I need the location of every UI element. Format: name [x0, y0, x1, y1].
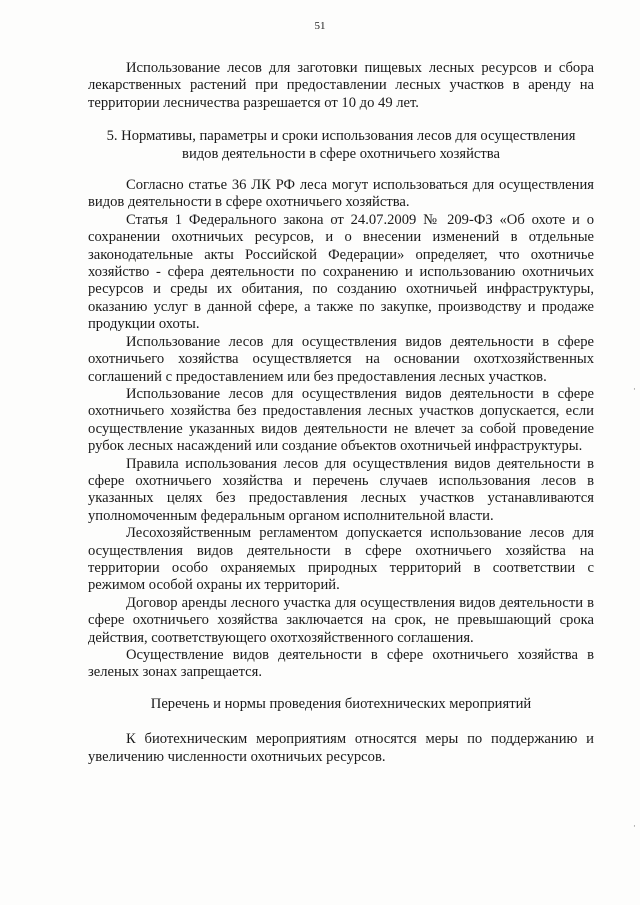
section-5-heading-line-1: 5. Нормативы, параметры и сроки использования лесов для осуществления — [106, 128, 576, 145]
biotech-heading: Перечень и нормы проведения биотехнических мероприятий — [150, 695, 532, 712]
section-5-body — [88, 177, 594, 682]
paragraph: К биотехническим мероприятиям относятся меры по поддержанию и увеличению численности охотничьих ресурсов. — [88, 731, 594, 765]
paragraph: Статья 1 Федерального закона от 24.07.2009 № 209-ФЗ «Об охоте и о сохранении охотничьих ресурсов, и о внесении изменений в отдельные законодательные акты Российской Федерации» определяет, что охотничье хозяйство - сфера деятельности по сохранению и использованию охотничьих ресурсов и среды их обитания, по созданию охотничьей инфраструктуры, оказанию услуг в данной сфере, а также по закупке, производству и продаже продукции охоты. — [88, 211, 594, 333]
paragraph: Осуществление видов деятельности в сфере охотничьего хозяйства в зеленых зонах запрещается. — [88, 647, 594, 681]
section-5-heading — [88, 128, 594, 163]
page-content — [88, 60, 594, 766]
intro-paragraph: Использование лесов для заготовки пищевых лесных ресурсов и сбора лекарственных растений при предоставлении лесных участков в аренду на территории лесничества разрешается от 10 до 49 лет. — [88, 60, 594, 111]
paragraph: Лесохозяйственным регламентом допускается использование лесов для осуществления видов деятельности в сфере охотничьего хозяйства на территории особо охраняемых природных территорий в соответствии с режимом особой охраны их территорий. — [88, 525, 594, 594]
section-5-heading-line-2: видов деятельности в сфере охотничьего хозяйства — [182, 145, 500, 162]
paragraph: Договор аренды лесного участка для осуществления видов деятельности в сфере охотничьего хозяйства заключается на срок, не превышающий срока действия, соответствующего охотхозяйственного соглашения. — [88, 594, 594, 646]
paragraph: Правила использования лесов для осуществления видов деятельности в сфере охотничьего хозяйства и перечень случаев использования лесов в указанных целях без предоставления лесных участков устанавливаются уполномоченным федеральным органом исполнительной власти. — [88, 455, 594, 524]
biotech-body — [88, 731, 594, 766]
scan-mark: · — [633, 385, 636, 395]
paragraph: Использование лесов для осуществления видов деятельности в сфере охотничьего хозяйства без предоставления лесных участков допускается, если осуществление указанных видов деятельности не влечет за собой проведение рубок лесных насаждений или создание объектов охотничьей инфраструктуры. — [88, 385, 594, 455]
scan-mark: · — [633, 822, 636, 832]
page-number: 51 — [314, 20, 326, 32]
paragraph: Согласно статье 36 ЛК РФ леса могут использоваться для осуществления видов деятельности в сфере охотничьего хозяйства. — [88, 177, 594, 211]
paragraph: Использование лесов для осуществления видов деятельности в сфере охотничьего хозяйства осуществляется на основании охотхозяйственных соглашений с предоставлением или без предоставления лесных участков. — [88, 333, 594, 385]
